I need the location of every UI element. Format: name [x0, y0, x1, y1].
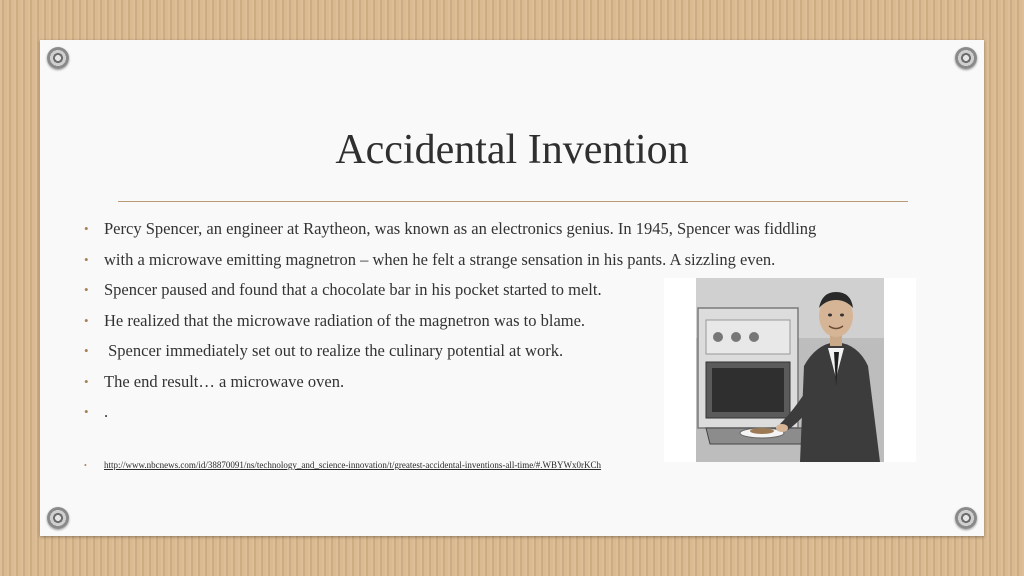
- bullet-icon: •: [84, 343, 89, 358]
- bullet-icon: •: [84, 251, 89, 267]
- bullet-text: .: [104, 402, 109, 421]
- source-link[interactable]: http://www.nbcnews.com/id/38870091/ns/technology_and_science-innovation/t/greatest-accidental-inventions-all-time/#.WBYWx0rKCh: [104, 460, 602, 470]
- bullet-item: [84, 214, 817, 245]
- photo-percy-spencer-icon: [696, 278, 884, 462]
- bullet-text: The end result… a microwave oven.: [104, 371, 345, 391]
- source-link-row: [84, 458, 601, 473]
- bullet-item: [84, 245, 776, 276]
- pushpin-icon: [47, 507, 69, 529]
- bullet-icon: •: [84, 282, 89, 297]
- bullet-text: Percy Spencer, an engineer at Raytheon, was known as an electronics genius. In 1945, Spencer was fiddling: [104, 219, 817, 238]
- photo-frame: [664, 278, 916, 462]
- bullet-icon: •: [84, 373, 89, 389]
- slide-card: [40, 40, 984, 536]
- bullet-icon: •: [84, 461, 87, 470]
- photo-illustration: [696, 278, 884, 462]
- bullet-item: [84, 275, 704, 306]
- bullet-item: [84, 367, 704, 398]
- bullet-text: He realized that the microwave radiation of the magnetron was to blame.: [104, 310, 586, 330]
- pushpin-icon: [47, 47, 69, 69]
- pushpin-icon: [955, 507, 977, 529]
- bullet-list: [84, 214, 817, 428]
- slide-title: Accidental Invention: [335, 127, 689, 173]
- bullet-text: Spencer immediately set out to realize the culinary potential at work.: [104, 341, 564, 360]
- bullet-item: [84, 306, 704, 337]
- bullet-text: with a microwave emitting magnetron – when he felt a strange sensation in his pants. A sizzling even.: [104, 249, 776, 269]
- bullet-icon: •: [84, 404, 89, 419]
- title-divider: [118, 201, 908, 202]
- pushpin-icon: [955, 47, 977, 69]
- bullet-text: Spencer paused and found that a chocolate bar in his pocket started to melt.: [104, 280, 602, 299]
- bullet-item: [84, 397, 704, 428]
- bullet-item: [84, 336, 704, 367]
- bullet-icon: •: [84, 221, 89, 236]
- bullet-icon: •: [84, 312, 89, 328]
